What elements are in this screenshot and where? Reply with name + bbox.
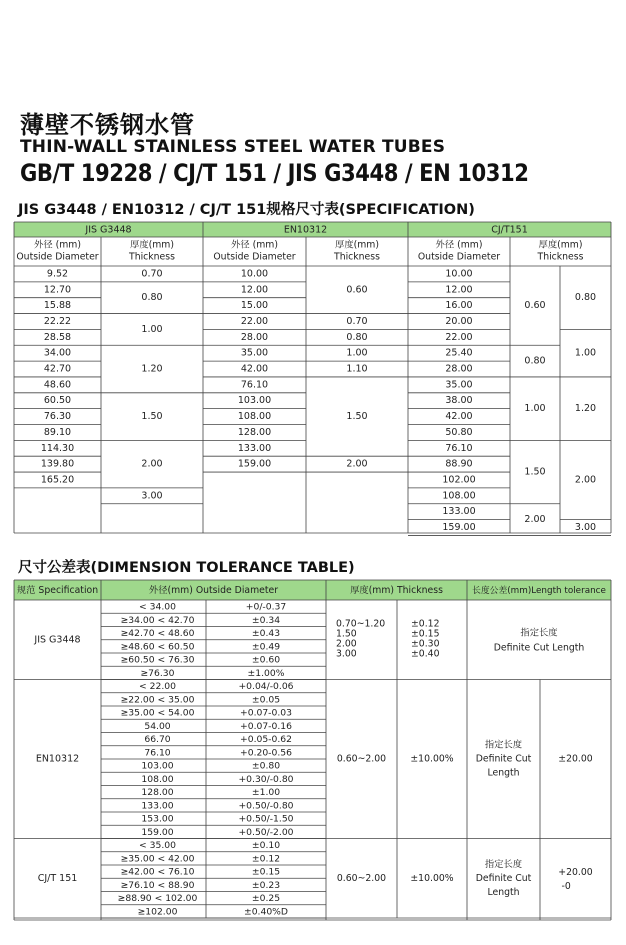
- jis-od-range: ≥60.50 < 76.30: [120, 654, 195, 666]
- en-thickness-cell: 1.50: [346, 411, 368, 423]
- cj-od-cell: 133.00: [442, 506, 476, 518]
- jis-od-tolerance: ±1.00%: [247, 667, 285, 679]
- en-od-tolerance: +0.04/-0.06: [238, 681, 294, 693]
- cj-thickness-cell: 1.20: [574, 403, 597, 415]
- tolerance-table-title: 尺寸公差表(DIMENSION TOLERANCE TABLE): [18, 560, 355, 576]
- column-header-th-en: Thickness: [334, 251, 380, 263]
- en-od-cell: 108.00: [237, 411, 272, 423]
- group-header-jis: JIS G3448: [85, 224, 132, 236]
- spec-column-header-bg: [14, 237, 611, 266]
- group-header-en: EN10312: [283, 224, 328, 236]
- standards-heading: GB/T 19228 / CJ/T 151 / JIS G3448 / EN 10312: [20, 159, 529, 187]
- jis-thickness: 0.70~1.20: [336, 618, 386, 630]
- jis-od-cell: 114.30: [40, 442, 75, 454]
- column-header-od-en: Outside Diameter: [16, 251, 99, 263]
- cj-thickness-cell: 0.60: [524, 300, 546, 312]
- jis-od-cell: 60.50: [43, 395, 72, 407]
- jis-thickness-cell: 3.00: [141, 490, 163, 502]
- column-header-od-cn: 外径 (mm): [435, 239, 483, 251]
- en-length-tolerance: ±20.00: [558, 753, 593, 765]
- jis-thickness: 1.50: [336, 628, 357, 640]
- page-title-cn: 薄壁不锈钢水管: [20, 111, 195, 139]
- en-od-range: 76.10: [144, 747, 171, 759]
- en-od-tolerance: +0.07-0.03: [240, 707, 292, 719]
- column-header-th-en: Thickness: [129, 251, 175, 263]
- cj-od-tolerance: ±0.12: [251, 853, 281, 865]
- jis-od-cell: 42.70: [43, 363, 72, 375]
- en-od-range: < 22.00: [139, 681, 176, 693]
- column-header-od-cn: 外径 (mm): [231, 239, 278, 251]
- cj-od-cell: 28.00: [445, 363, 473, 375]
- cj-od-cell: 12.00: [445, 284, 473, 296]
- en-thickness-cell: 1.00: [346, 347, 368, 359]
- jis-od-cell: 34.00: [43, 347, 72, 359]
- en-od-range: 108.00: [141, 773, 174, 785]
- en-od-range: 159.00: [141, 826, 174, 838]
- jis-od-cell: 22.22: [43, 315, 72, 327]
- cj-length-text: Definite Cut: [475, 872, 532, 884]
- en-od-cell: 133.00: [237, 442, 272, 454]
- en-od-cell: 12.00: [240, 284, 269, 296]
- cj-od-cell: 50.80: [445, 426, 473, 438]
- cj-od-tolerance: ±0.25: [251, 893, 281, 905]
- en-od-cell: 22.00: [240, 315, 269, 327]
- en-od-range: ≥35.00 < 54.00: [120, 707, 195, 719]
- jis-od-cell: 28.58: [43, 331, 72, 343]
- en-od-tolerance: +0.20-0.56: [240, 747, 292, 759]
- cj-length-tolerance: +20.00: [558, 866, 593, 878]
- en-od-cell: 103.00: [237, 395, 272, 407]
- cj-od-cell: 108.00: [442, 490, 476, 502]
- jis-thickness-cell: 1.20: [141, 363, 163, 375]
- cj-od-cell: 10.00: [445, 268, 473, 280]
- en-thickness-cell: 1.10: [346, 363, 368, 375]
- jis-od-cell: 15.88: [43, 300, 72, 312]
- en-length-text: Length: [487, 767, 520, 779]
- en-od-tolerance: ±1.00: [251, 787, 281, 799]
- en-od-cell: 10.00: [240, 268, 269, 280]
- cj-od-range: ≥42.00 < 76.10: [120, 866, 195, 878]
- cj-length-text: Length: [487, 886, 520, 898]
- cj-od-cell: 102.00: [442, 474, 476, 486]
- tol-header-thickness: 厚度(mm) Thickness: [350, 585, 443, 596]
- jis-od-tolerance: ±0.43: [251, 628, 281, 640]
- cj-thickness-cell: 2.00: [574, 474, 597, 486]
- en-od-cell: 42.00: [240, 363, 269, 375]
- jis-od-cell: 139.80: [40, 458, 75, 470]
- jis-od-tolerance: ±0.34: [251, 614, 281, 626]
- en-thickness-cell: 2.00: [346, 458, 368, 470]
- column-header-th-en: Thickness: [537, 251, 584, 263]
- cj-od-tolerance: ±0.23: [251, 879, 281, 891]
- column-header-od-en: Outside Diameter: [417, 251, 501, 263]
- jis-thickness-cell: 1.50: [141, 411, 163, 423]
- cj-od-range: ≥35.00 < 42.00: [120, 853, 195, 865]
- jis-thickness-cell: 2.00: [141, 458, 163, 470]
- jis-od-range: ≥48.60 < 60.50: [120, 641, 195, 653]
- cj-od-cell: 38.00: [445, 395, 473, 407]
- en-od-tolerance: +0.50/-1.50: [238, 813, 294, 825]
- jis-od-range: ≥34.00 < 42.70: [120, 614, 195, 626]
- cj-od-tolerance: ±0.15: [251, 866, 281, 878]
- tol-header-spec: 规范 Specification: [16, 585, 99, 596]
- column-header-od-en: Outside Diameter: [213, 251, 296, 263]
- en-spec-name: EN10312: [35, 753, 80, 765]
- en-od-tolerance: +0.50/-2.00: [238, 826, 294, 838]
- en-thickness-cell: 0.80: [346, 331, 368, 343]
- cj-od-cell: 159.00: [442, 522, 476, 534]
- cj-od-range: ≥102.00: [137, 906, 178, 918]
- en-od-tolerance: +0.50/-0.80: [238, 800, 294, 812]
- en-od-cell: 159.00: [237, 458, 272, 470]
- group-header-cj: CJ/T151: [491, 224, 528, 236]
- cj-thickness-cell: 1.50: [524, 466, 546, 478]
- jis-od-range: ≥76.30: [140, 667, 175, 679]
- cj-od-range: ≥88.90 < 102.00: [117, 893, 198, 905]
- column-header-th-cn: 厚度(mm): [130, 239, 174, 251]
- en-od-tolerance: +0.05-0.62: [240, 734, 292, 746]
- cj-od-cell: 25.40: [445, 347, 473, 359]
- jis-thickness-cell: 1.00: [141, 323, 163, 335]
- specification-table-title: JIS G3448 / EN10312 / CJ/T 151规格尺寸表(SPECIFICATION): [18, 202, 475, 218]
- jis-od-range: ≥42.70 < 48.60: [120, 628, 195, 640]
- jis-length-cn: 指定长度: [520, 627, 558, 639]
- en-od-range: 54.00: [144, 720, 171, 732]
- cj-od-cell: 88.90: [445, 458, 473, 470]
- tol-header-od: 外径(mm) Outside Diameter: [148, 585, 279, 596]
- jis-od-cell: 48.60: [43, 379, 72, 391]
- jis-od-range: < 34.00: [139, 601, 176, 613]
- cj-od-range: < 35.00: [139, 840, 176, 852]
- jis-spec-name: JIS G3448: [34, 634, 81, 646]
- cj-thickness-cell: 2.00: [524, 514, 546, 526]
- en-length-text: Definite Cut: [475, 753, 532, 765]
- jis-od-tolerance: ±0.60: [251, 654, 281, 666]
- en-length-text: 指定长度: [484, 739, 523, 751]
- jis-thickness-tolerance: ±0.15: [411, 628, 440, 640]
- cj-length-tolerance: -0: [561, 880, 571, 892]
- column-header-th-cn: 厚度(mm): [335, 239, 379, 251]
- cj-length-text: 指定长度: [484, 858, 523, 870]
- cj-thickness-tolerance: ±10.00%: [410, 872, 454, 884]
- jis-thickness-cell: 0.80: [141, 292, 163, 304]
- en-od-cell: 28.00: [240, 331, 269, 343]
- en-od-range: ≥22.00 < 35.00: [120, 694, 195, 706]
- cj-spec-name: CJ/T 151: [37, 872, 78, 884]
- en-thickness-cell: 0.60: [346, 284, 368, 296]
- jis-thickness-tolerance: ±0.40: [411, 648, 440, 660]
- cj-thickness-cell: 0.80: [574, 292, 597, 304]
- en-od-range: 133.00: [141, 800, 174, 812]
- en-od-tolerance: ±0.80: [251, 760, 281, 772]
- en-od-range: 128.00: [141, 787, 174, 799]
- jis-od-cell: 165.20: [40, 474, 75, 486]
- cj-od-cell: 16.00: [445, 300, 473, 312]
- cj-od-cell: 76.10: [445, 442, 473, 454]
- cj-od-cell: 20.00: [445, 315, 473, 327]
- jis-thickness-tolerance: ±0.12: [411, 618, 440, 630]
- cj-thickness-cell: 0.80: [524, 355, 546, 367]
- jis-length-en: Definite Cut Length: [493, 642, 585, 654]
- jis-od-cell: 12.70: [43, 284, 72, 296]
- jis-od-cell: 89.10: [43, 426, 72, 438]
- column-header-th-cn: 厚度(mm): [538, 239, 583, 251]
- cj-thickness-cell: 1.00: [574, 347, 597, 359]
- en-thickness-tolerance: ±10.00%: [410, 753, 454, 765]
- cj-od-range: ≥76.10 < 88.90: [120, 879, 195, 891]
- en-thickness: 0.60~2.00: [336, 753, 387, 765]
- cj-od-tolerance: ±0.10: [251, 840, 281, 852]
- cj-thickness-cell: 1.00: [524, 403, 546, 415]
- en-od-tolerance: ±0.05: [251, 694, 281, 706]
- en-od-tolerance: +0.07-0.16: [240, 720, 292, 732]
- jis-thickness: 3.00: [336, 648, 357, 660]
- en-od-tolerance: +0.30/-0.80: [238, 773, 294, 785]
- jis-od-cell: 76.30: [43, 411, 72, 423]
- jis-od-cell: 9.52: [46, 268, 69, 280]
- cj-od-cell: 35.00: [445, 379, 473, 391]
- en-od-range: 153.00: [141, 813, 174, 825]
- en-od-range: 103.00: [141, 760, 174, 772]
- cj-od-cell: 42.00: [445, 411, 473, 423]
- cj-thickness: 0.60~2.00: [336, 872, 387, 884]
- en-od-range: 66.70: [144, 734, 171, 746]
- jis-thickness-tolerance: ±0.30: [411, 638, 440, 650]
- cj-thickness-cell: 3.00: [574, 522, 597, 534]
- tol-header-length: 长度公差(mm)Length tolerance: [472, 586, 606, 596]
- jis-od-tolerance: +0/-0.37: [245, 601, 287, 613]
- en-thickness-cell: 0.70: [346, 315, 368, 327]
- en-od-cell: 15.00: [240, 300, 269, 312]
- en-od-cell: 76.10: [240, 379, 269, 391]
- en-od-cell: 35.00: [240, 347, 269, 359]
- column-header-od-cn: 外径 (mm): [34, 239, 81, 251]
- cj-od-cell: 22.00: [445, 331, 473, 343]
- jis-thickness-cell: 0.70: [141, 268, 163, 280]
- cj-od-tolerance: ±0.40%D: [244, 906, 288, 918]
- en-od-cell: 128.00: [237, 426, 272, 438]
- jis-thickness: 2.00: [336, 638, 357, 650]
- jis-od-tolerance: ±0.49: [251, 641, 281, 653]
- page-title-en: THIN-WALL STAINLESS STEEL WATER TUBES: [20, 137, 446, 157]
